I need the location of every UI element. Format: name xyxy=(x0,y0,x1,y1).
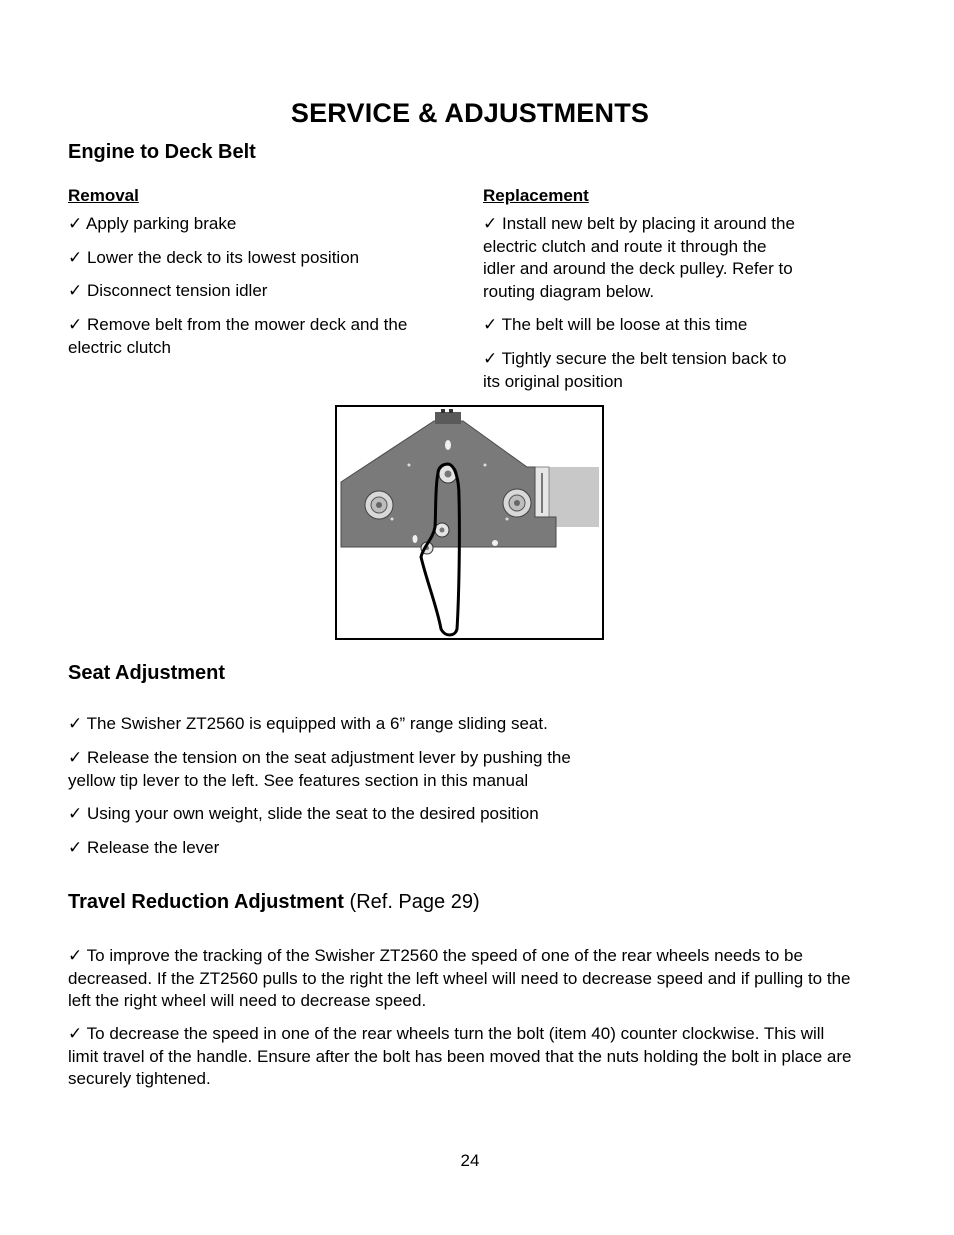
seat-step: ✓ Release the tension on the seat adjustment lever by pushing the yellow tip lever to the left. See features section in this manual xyxy=(68,748,571,790)
removal-heading: Removal xyxy=(68,186,139,205)
section-heading-travel-reduction xyxy=(68,891,480,914)
removal-step: ✓ Apply parking brake xyxy=(68,214,237,233)
seat-step: ✓ Release the lever xyxy=(68,838,220,857)
section-heading-seat-adjustment: Seat Adjustment xyxy=(68,662,226,684)
removal-step: ✓ Remove belt from the mower deck and the electric clutch xyxy=(68,315,408,357)
removal-step: ✓ Disconnect tension idler xyxy=(68,281,268,300)
section-heading-engine-deck-belt: Engine to Deck Belt xyxy=(68,141,256,163)
travel-step: ✓ To improve the tracking of the Swisher ZT2560 the speed of one of the rear wheels needs to be decreased. If the ZT2560 pulls to the right the left wheel will need to decrease speed and if pulling to the left the right wheel will need to decrease speed. xyxy=(68,946,851,1011)
deck-mount xyxy=(435,412,461,424)
replacement-step: ✓ Install new belt by placing it around the electric clutch and route it through the idler and around the deck pulley. Refer to routing diagram below. xyxy=(483,214,795,301)
replacement-step: ✓ Tightly secure the belt tension back to its original position xyxy=(483,349,787,391)
travel-step: ✓ To decrease the speed in one of the rear wheels turn the bolt (item 40) counter clockwise. This will limit travel of the handle. Ensure after the bolt has been moved that the nuts holding the bolt in place are securely tightened. xyxy=(68,1024,852,1089)
removal-step: ✓ Lower the deck to its lowest position xyxy=(68,248,360,267)
replacement-step: ✓ The belt will be loose at this time xyxy=(483,315,748,334)
page-title: SERVICE & ADJUSTMENTS xyxy=(290,98,650,128)
page-number: 24 xyxy=(460,1151,480,1170)
replacement-heading: Replacement xyxy=(483,186,589,205)
seat-step: ✓ Using your own weight, slide the seat to the desired position xyxy=(68,804,539,823)
travel-reduction-title: Travel Reduction Adjustment xyxy=(68,891,344,913)
travel-reduction-ref: (Ref. Page 29) xyxy=(349,891,480,913)
belt-routing-diagram xyxy=(335,405,604,640)
right-spindle-pulley xyxy=(503,489,531,517)
left-spindle-pulley xyxy=(365,491,393,519)
seat-step: ✓ The Swisher ZT2560 is equipped with a 6” range sliding seat. xyxy=(68,714,548,733)
idler-pulley xyxy=(435,523,449,537)
belt-routing-illustration xyxy=(337,407,602,638)
